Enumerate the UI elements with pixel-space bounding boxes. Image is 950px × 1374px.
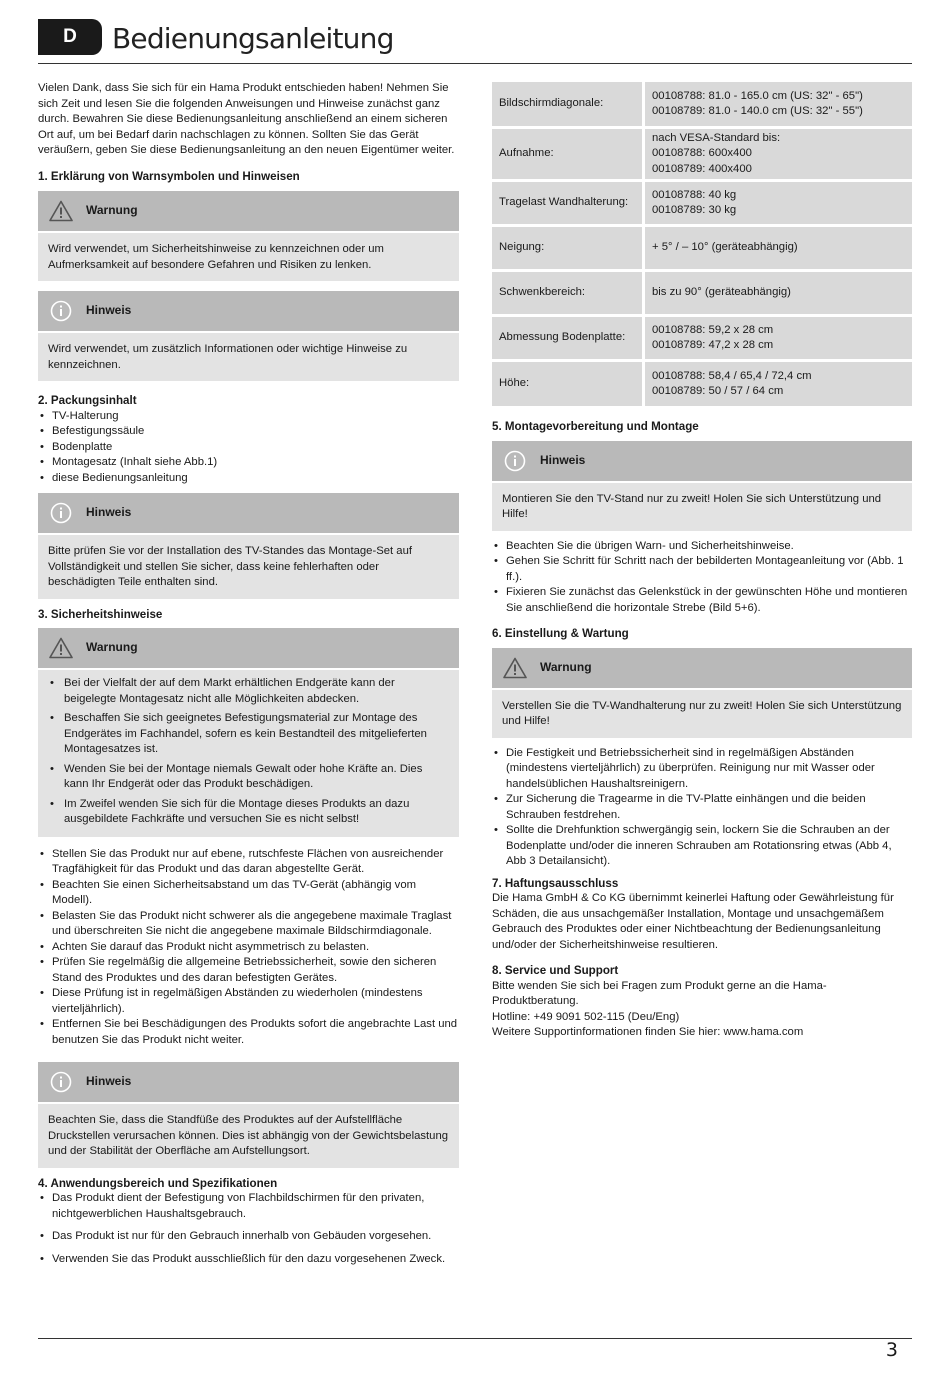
spec-key: Tragelast Wandhalterung: xyxy=(492,182,645,224)
spec-value-line: 00108789: 47,2 x 28 cm xyxy=(652,339,774,351)
spec-row xyxy=(492,182,912,224)
list-item: • Das Produkt dient der Befestigung von Flachbildschirmen für den privaten, nichtgewerblichen Haushaltsgebrauch. xyxy=(38,1191,459,1222)
spec-row xyxy=(492,272,912,314)
info-icon xyxy=(48,500,74,526)
section-4-title: 4. Anwendungsbereich und Spezifikationen xyxy=(38,1176,278,1190)
section-3-title: 3. Sicherheitshinweise xyxy=(38,607,163,621)
note-box-body: Beachten Sie, dass die Standfüße des Produktes auf der Aufstellfläche Druckstellen verursachen können. Dies ist abhängig von der Gewichtsbelastung und der Stabilität der Oberfläche am Aufstellungsort. xyxy=(38,1104,459,1168)
info-icon xyxy=(502,448,528,474)
spec-value-line: 00108788: 59,2 x 28 cm xyxy=(652,323,774,336)
note-box xyxy=(492,441,912,531)
list-item: • Bei der Vielfalt der auf dem Markt erhältlichen Endgeräte kann der beigelegte Montagesatz nicht alle Möglichkeiten abdecken. xyxy=(48,676,449,707)
spec-key: Abmessung Bodenplatte: xyxy=(492,317,645,359)
note-label: Hinweis xyxy=(86,303,132,318)
list-item: • diese Bedienungsanleitung xyxy=(38,471,459,487)
note-box-header xyxy=(38,493,459,533)
package-contents-list xyxy=(38,409,459,487)
note-box xyxy=(38,493,459,599)
support-hotline: Hotline: +49 9091 502-115 (Deu/Eng) xyxy=(492,1010,680,1023)
spec-key: Schwenkbereich: xyxy=(492,272,645,314)
spec-row xyxy=(492,362,912,406)
spec-value xyxy=(645,182,912,224)
note-box-header xyxy=(38,291,459,331)
spec-value xyxy=(645,227,912,269)
note-box-header xyxy=(38,1062,459,1102)
intro-text: Vielen Dank, dass Sie sich für ein Hama Produkt entschieden haben! Nehmen Sie sich Zeit und lesen Sie die folgenden Anweisungen und Hinweise zunächst ganz durch. Bewahren Sie diese Bedienungsanleitung anschließend an einem sicheren Ort auf, um bei Bedarf darin nachschlagen zu können. Sollten Sie das Gerät veräußern, geben Sie diese Bedienungsanleitung an den neuen Eigentümer weiter. xyxy=(38,82,455,156)
spec-row xyxy=(492,317,912,359)
spec-value-line: + 5° / – 10° (geräteabhängig) xyxy=(652,241,798,254)
language-badge: D xyxy=(38,19,102,55)
warning-triangle-icon xyxy=(502,655,528,681)
info-icon xyxy=(48,1069,74,1095)
section-8-title: 8. Service und Support xyxy=(492,964,619,977)
warning-label: Warnung xyxy=(86,203,138,218)
list-item: • Prüfen Sie regelmäßig die allgemeine Betriebssicherheit, sowie den sicheren Stand des Produktes und des daran befestigten Gerätes. xyxy=(38,955,459,986)
note-label: Hinweis xyxy=(540,452,586,467)
list-item: • Stellen Sie das Produkt nur auf ebene, rutschfeste Flächen von ausreichender Tragfähigkeit für das Produkt und das daran abgestellte Gerät. xyxy=(38,847,459,878)
mounting-list xyxy=(492,539,912,617)
info-icon xyxy=(48,298,74,324)
warning-box-header xyxy=(492,648,912,688)
list-item: • Wenden Sie bei der Montage niemals Gewalt oder hohe Kräfte an. Dies kann Ihr Endgerät oder das Produkt beschädigen. xyxy=(48,762,449,793)
safety-list xyxy=(38,847,459,1049)
spec-row xyxy=(492,129,912,179)
usage-list xyxy=(38,1191,459,1267)
list-item: • TV-Halterung xyxy=(38,409,459,425)
warning-list xyxy=(48,676,449,828)
list-item: • Beschaffen Sie sich geeignetes Befestigungsmaterial zur Montage des Endgerätes im Fachhandel, sofern es kein Bestandteil des mitgelieferten Montagesatzes ist. xyxy=(48,711,449,758)
list-item: • Gehen Sie Schritt für Schritt nach der bebilderten Montageanleitung vor (Abb. 1 ff.). xyxy=(492,554,912,585)
section-1-title: 1. Erklärung von Warnsymbolen und Hinweisen xyxy=(38,169,300,183)
spec-value xyxy=(645,362,912,406)
list-item: • Belasten Sie das Produkt nicht schwerer als die angegebene maximale Traglast und überschreiten Sie nicht die angegebene maximale Bildschirmdiagonale. xyxy=(38,909,459,940)
spec-value-line: 00108789: 30 kg xyxy=(652,204,737,216)
section-6-title: 6. Einstellung & Wartung xyxy=(492,627,629,640)
spec-value-line: 00108788: 58,4 / 65,4 / 72,4 cm xyxy=(652,369,812,382)
spec-value xyxy=(645,317,912,359)
spec-row xyxy=(492,82,912,126)
list-item: • Montagesatz (Inhalt siehe Abb.1) xyxy=(38,455,459,471)
list-item: • Diese Prüfung ist in regelmäßigen Abständen zu wiederholen (mindestens vierteljährlich). xyxy=(38,986,459,1017)
liability-text: Die Hama GmbH & Co KG übernimmt keinerlei Haftung oder Gewährleistung für Schäden, die aus unsachgemäßer Installation, Montage und unsachgemäßem Gebrauch des Produktes oder einer Nichtbeachtung der Bedienungsanleitung und/oder der Sicherheitshinweise resultieren. xyxy=(492,892,894,951)
spec-value xyxy=(645,129,912,179)
spec-value xyxy=(645,82,912,126)
note-box-header xyxy=(492,441,912,481)
list-item: • Fixieren Sie zunächst das Gelenkstück in der gewünschten Höhe und montieren Sie anschließend die horizontale Strebe (Bild 5+6). xyxy=(492,585,912,616)
warning-label: Warnung xyxy=(540,659,592,674)
spec-key: Höhe: xyxy=(492,362,645,406)
list-item: • Achten Sie darauf das Produkt nicht asymmetrisch zu belasten. xyxy=(38,940,459,956)
warning-box-header xyxy=(38,628,459,668)
spec-key: Bildschirmdiagonale: xyxy=(492,82,645,126)
warning-box xyxy=(38,191,459,281)
spec-value-line: 00108789: 81.0 - 140.0 cm (US: 32" - 55") xyxy=(652,105,863,117)
spec-value-line: 00108788: 81.0 - 165.0 cm (US: 32" - 65") xyxy=(652,89,863,102)
warning-triangle-icon xyxy=(48,198,74,224)
section-5-title: 5. Montagevorbereitung und Montage xyxy=(492,420,699,433)
warning-box-body xyxy=(38,670,459,837)
note-box xyxy=(38,1062,459,1168)
page-header xyxy=(38,12,912,64)
warning-box xyxy=(38,628,459,837)
warning-label: Warnung xyxy=(86,640,138,655)
support-website: Weitere Supportinformationen finden Sie hier: www.hama.com xyxy=(492,1026,804,1038)
left-column xyxy=(38,80,459,1267)
spec-value-line: 00108789: 50 / 57 / 64 cm xyxy=(652,385,784,397)
spec-value-line: 00108788: 40 kg xyxy=(652,188,737,201)
warning-box-body: Verstellen Sie die TV-Wandhalterung nur zu zweit! Holen Sie sich Unterstützung und Hilfe! xyxy=(492,690,912,738)
list-item: • Das Produkt ist nur für den Gebrauch innerhalb von Gebäuden vorgesehen. xyxy=(38,1229,459,1245)
spec-value-line: 00108789: 400x400 xyxy=(652,162,752,175)
section-2-title: 2. Packungsinhalt xyxy=(38,394,137,407)
support-text-line: Bitte wenden Sie sich bei Fragen zum Produkt gerne an die Hama-Produktberatung. xyxy=(492,979,827,1007)
list-item: • Befestigungssäule xyxy=(38,424,459,440)
list-item: • Entfernen Sie bei Beschädigungen des Produkts sofort die angebrachte Last und benutzen Sie das Produkt nicht weiter. xyxy=(38,1017,459,1048)
list-item: • Im Zweifel wenden Sie sich für die Montage dieses Produkts an dazu ausgebildete Fachkräfte und versuchen Sie es nicht selbst! xyxy=(48,797,449,828)
list-item: • Beachten Sie die übrigen Warn- und Sicherheitshinweise. xyxy=(492,539,912,555)
warning-triangle-icon xyxy=(48,635,74,661)
list-item: • Die Festigkeit und Betriebssicherheit sind in regelmäßigen Abständen (mindestens vierteljährlich) zu überprüfen. Reinigung nur mit Wasser oder handelsüblichen Haushaltsreinigern. xyxy=(492,746,912,793)
note-label: Hinweis xyxy=(86,505,132,520)
warning-box-body: Wird verwendet, um Sicherheitshinweise zu kennzeichnen oder um Aufmerksamkeit auf besondere Gefahren und Risiken zu lenken. xyxy=(38,233,459,281)
spec-value-line: nach VESA-Standard bis: xyxy=(652,131,781,144)
page-title: Bedienungsanleitung xyxy=(112,22,394,55)
list-item: • Zur Sicherung die Tragearme in die TV-Platte einhängen und die beiden Schrauben festdrehen. xyxy=(492,792,912,823)
page-number: 3 xyxy=(885,1339,898,1361)
note-box-body: Bitte prüfen Sie vor der Installation des TV-Standes das Montage-Set auf Vollständigkeit und stellen Sie sicher, dass keine fehlerhaften oder beschädigten Teile enthalten sind. xyxy=(38,535,459,599)
warning-box-header xyxy=(38,191,459,231)
spec-value xyxy=(645,272,912,314)
right-column xyxy=(492,82,912,1041)
spec-key: Neigung: xyxy=(492,227,645,269)
spec-row xyxy=(492,227,912,269)
warning-box xyxy=(492,648,912,738)
list-item: • Sollte die Drehfunktion schwergängig sein, lockern Sie die Schrauben an der Bodenplatte und/oder die inneren Schrauben am Rotationsring etwas (Abb 4, Abb 3 Detailansicht). xyxy=(492,823,912,870)
note-box-body: Montieren Sie den TV-Stand nur zu zweit! Holen Sie sich Unterstützung und Hilfe! xyxy=(492,483,912,531)
list-item: • Bodenplatte xyxy=(38,440,459,456)
spec-value-line: 00108788: 600x400 xyxy=(652,147,752,160)
spec-table xyxy=(492,79,912,409)
note-label: Hinweis xyxy=(86,1074,132,1089)
spec-value-line: bis zu 90° (geräteabhängig) xyxy=(652,286,791,299)
note-box-body: Wird verwendet, um zusätzlich Informationen oder wichtige Hinweise zu kennzeichnen. xyxy=(38,333,459,381)
spec-key: Aufnahme: xyxy=(492,129,645,179)
footer-divider xyxy=(38,1338,912,1339)
list-item: • Beachten Sie einen Sicherheitsabstand um das TV-Gerät (abhängig vom Modell). xyxy=(38,878,459,909)
maintenance-list xyxy=(492,746,912,870)
section-7-title: 7. Haftungsausschluss xyxy=(492,876,619,890)
note-box xyxy=(38,291,459,381)
list-item: • Verwenden Sie das Produkt ausschließlich für den dazu vorgesehenen Zweck. xyxy=(38,1252,459,1268)
